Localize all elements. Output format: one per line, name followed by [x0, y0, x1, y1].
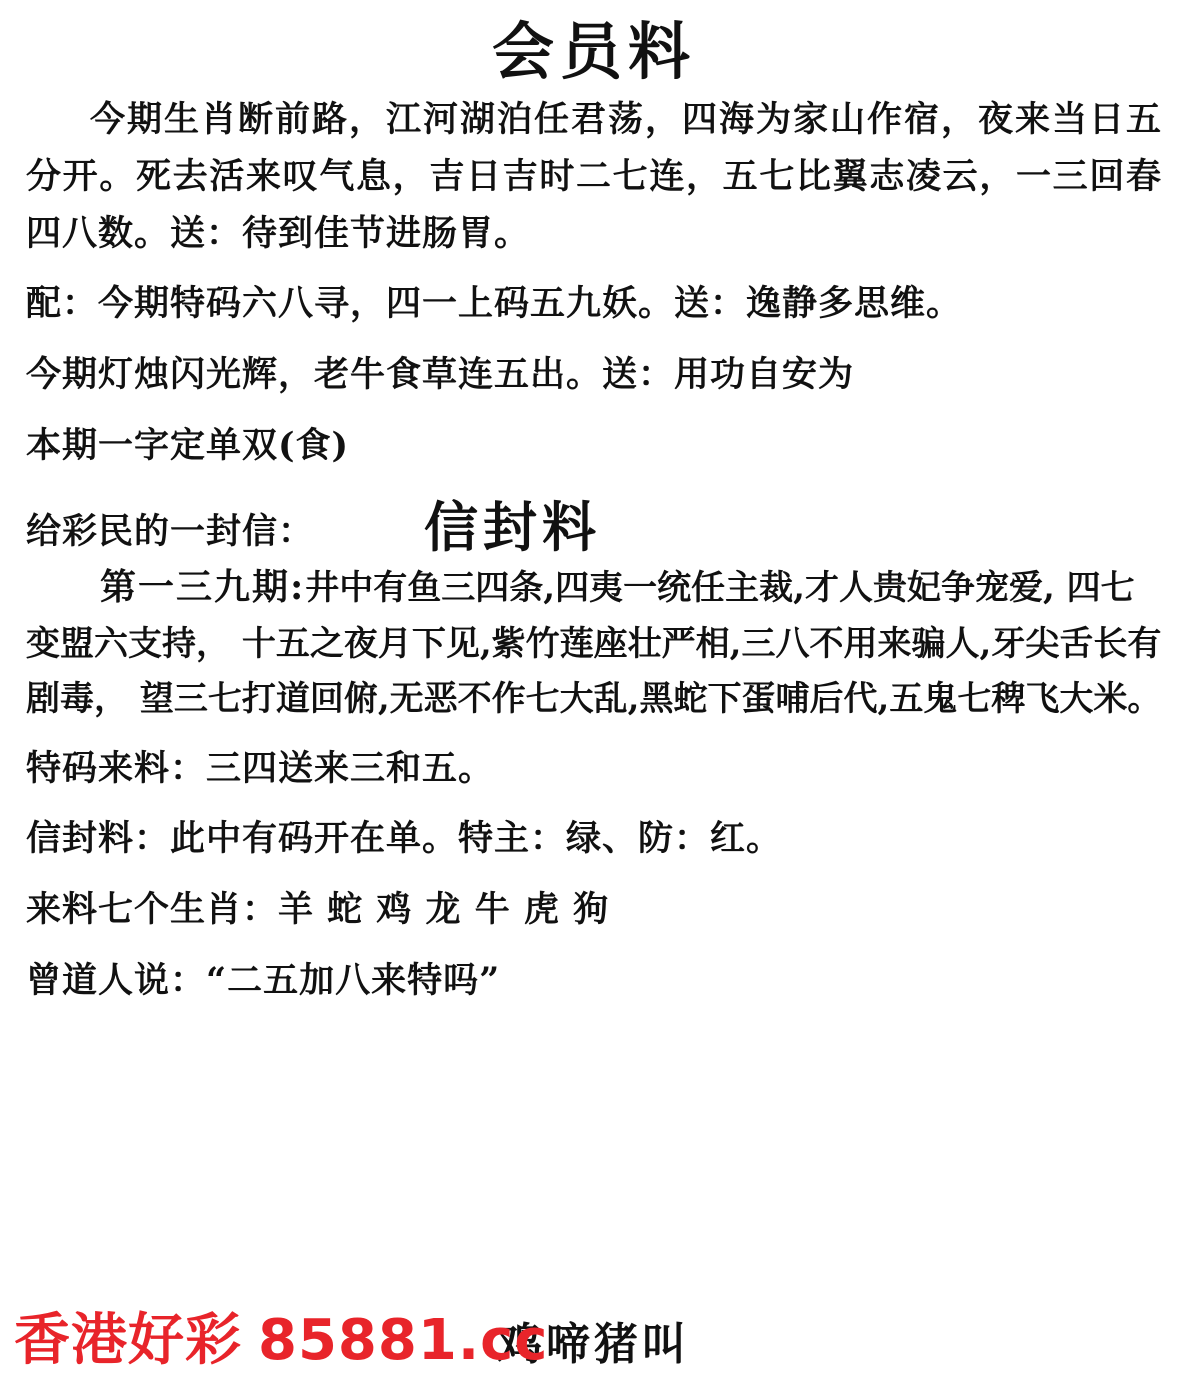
letter-header	[26, 495, 1162, 560]
letter-line-4: 曾道人说：“二五加八来特吗”	[26, 959, 501, 1001]
paragraph-2: 配：今期特码六八寻，四一上码五九妖。送：逸静多思维。	[26, 283, 963, 325]
letter-line-3: 来料七个生肖：羊 蛇 鸡 龙 牛 虎 狗	[26, 889, 610, 931]
paragraph-3: 今期灯烛闪光辉，老牛食草连五出。送：用功自安为	[26, 353, 855, 395]
watermark-text: 香港好彩	[14, 1308, 242, 1373]
issue-text: 井中有鱼三四条,四夷一统任主裁,才人贵妃争宠爱, 四七变盟六支持， 十五之夜月下见,紫竹莲座壮严相,三八不用来骗人,牙尖舌长有剧毒， 望三七打道回俯,无恶不作七大乱,黑蛇下蛋哺后代,五鬼七稗飞大米。	[26, 568, 1162, 719]
letter-line-1: 特码来料：三四送来三和五。	[26, 747, 495, 789]
watermark	[14, 1296, 549, 1376]
issue-paragraph	[26, 558, 1162, 726]
letter-title: 信封料	[424, 495, 602, 560]
letter-line-2: 信封料：此中有码开在单。特主：绿、防：红。	[26, 818, 783, 860]
paragraph-1: 今期生肖断前路，江河湖泊任君荡，四海为家山作宿，夜来当日五分开。死去活来叹气息，吉日吉时二七连，五七比翼志凌云，一三回春四八数。送：待到佳节进肠胃。	[26, 99, 1162, 254]
page-title: 会员料	[491, 15, 696, 88]
letter-label: 给彩民的一封信：	[26, 511, 315, 553]
closing-phrase: 鸡啼猪叫	[498, 1319, 690, 1370]
watermark-number: 85881.cc	[258, 1308, 549, 1373]
paragraph-4: 本期一字定单双(食)	[26, 424, 350, 466]
issue-label: 第一三九期:	[100, 566, 306, 609]
